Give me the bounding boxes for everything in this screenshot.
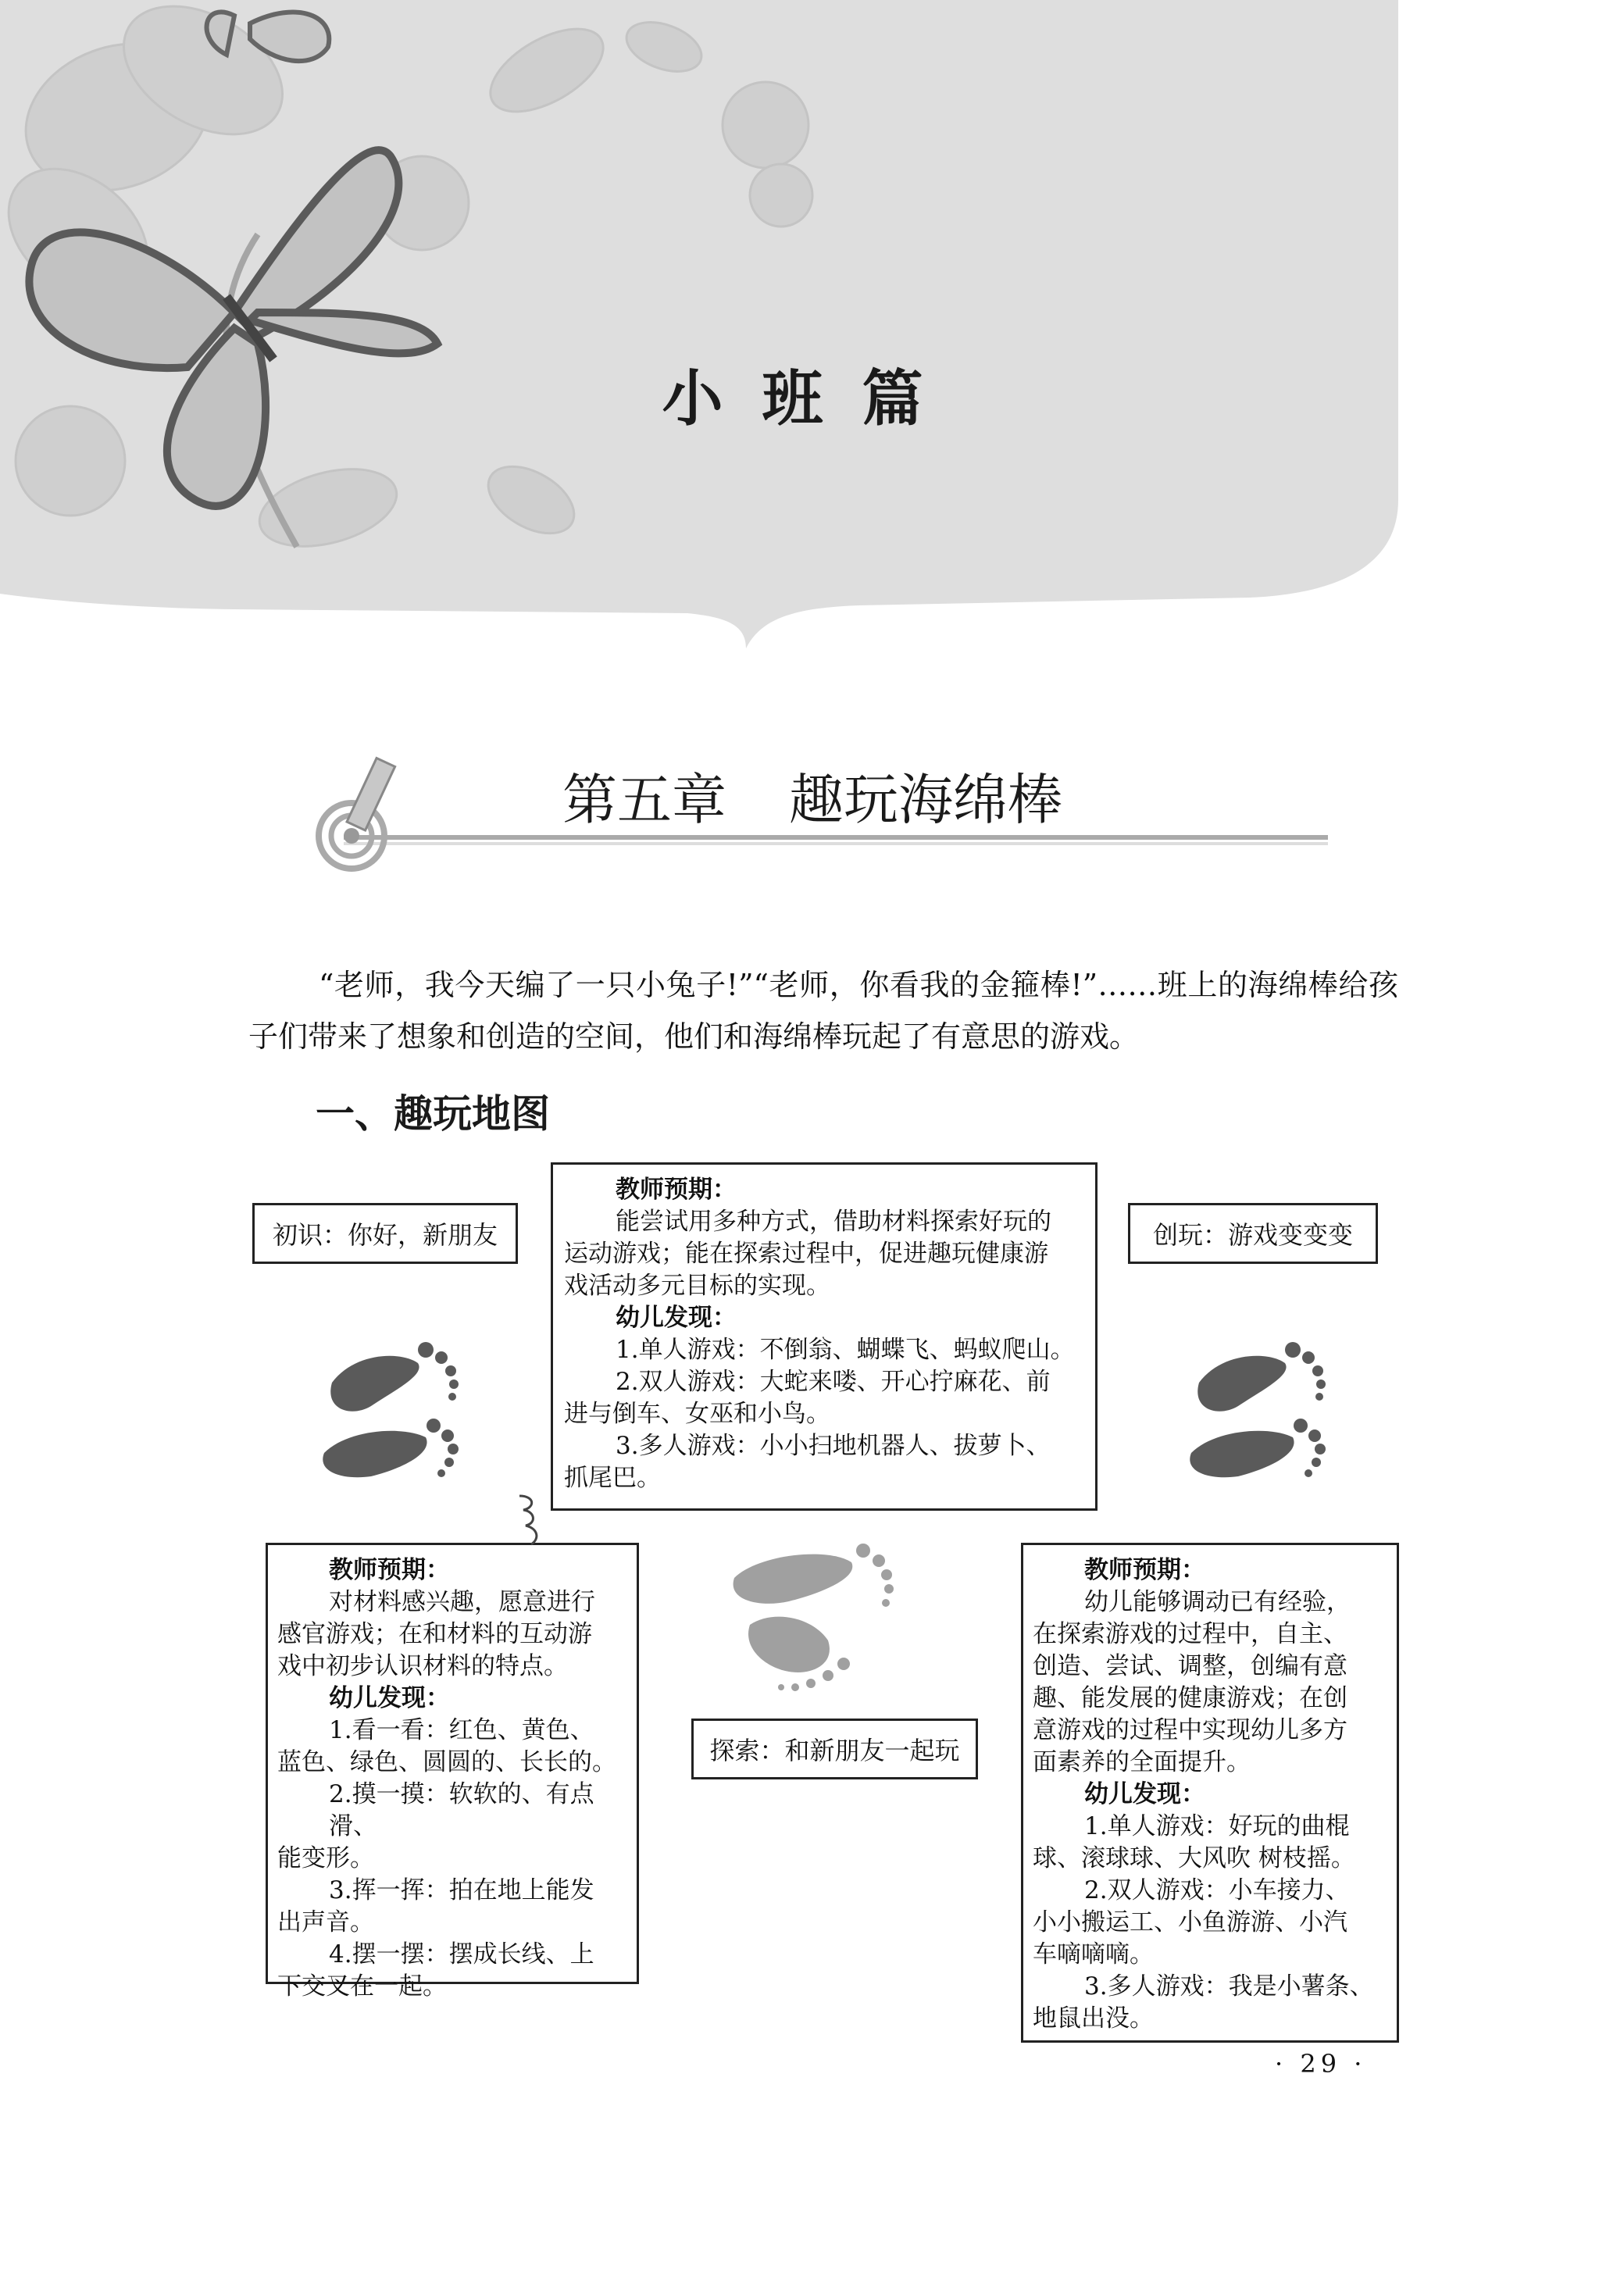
top-info-box [551, 1162, 1098, 1511]
intro-paragraph: “老师，我今天编了一只小兔子!”“老师，你看我的金箍棒!”……班上的海绵棒给孩子们带来了想象和创造的空间，他们和海绵棒玩起了有意思的游戏。 [248, 968, 1398, 1054]
stage-label-explore: 探索：和新朋友一起玩 [691, 1719, 978, 1779]
right-box-text-line: 小小搬运工、小鱼游游、小汽 [1033, 1908, 1347, 1936]
right-box-text-line: 幼儿能够调动已有经验， [1084, 1588, 1351, 1616]
top-box-text-line: 戏活动多元目标的实现。 [564, 1272, 830, 1300]
left-box-text-line: 能变形。 [277, 1844, 374, 1872]
right-box-text-line: 车嘀嘀嘀。 [1033, 1940, 1154, 1968]
left-box-text-line: 蓝色、绿色、圆圆的、长长的。 [277, 1748, 616, 1776]
right-box-text-line: 趣、能发展的健康游戏；在创 [1033, 1684, 1347, 1712]
top-box-text-line: 3.多人游戏：小小扫地机器人、拔萝卜、 [616, 1432, 1051, 1460]
child-discovery-title: 幼儿发现： [616, 1304, 737, 1332]
right-box-text-line: 意游戏的过程中实现幼儿多方 [1033, 1716, 1347, 1744]
teacher-expectation-title: 教师预期： [329, 1556, 450, 1584]
chapter-number: 第五章 [562, 768, 726, 832]
child-discovery-title: 幼儿发现： [1084, 1780, 1205, 1808]
footprints-icon [1176, 1328, 1340, 1484]
left-box-text-line: 2.摸一摸：软软的、有点滑、 [329, 1780, 594, 1840]
right-box-text-line: 3.多人游戏：我是小薯条、 [1084, 1972, 1374, 2001]
left-box-text-line: 出声音。 [277, 1908, 374, 1936]
stage-label-first-meet: 初识：你好，新朋友 [252, 1203, 518, 1264]
left-box-text-line: 感官游戏；在和材料的互动游 [277, 1620, 592, 1648]
right-box-text-line: 地鼠出没。 [1033, 2004, 1154, 2033]
top-box-text-line: 抓尾巴。 [564, 1464, 661, 1492]
right-info-box [1021, 1543, 1399, 2043]
chapter-title: 趣玩海绵棒 [789, 768, 1062, 832]
page-number: · 29 · [1275, 2049, 1367, 2079]
footprints-icon [719, 1531, 914, 1695]
left-box-text-line: 3.挥一挥：拍在地上能发 [329, 1876, 594, 1904]
left-box-text-line: 1.看一看：红色、黄色、 [329, 1716, 594, 1744]
part-title: 小班篇 [662, 364, 962, 434]
right-box-text-line: 2.双人游戏：小车接力、 [1084, 1876, 1350, 1904]
top-box-text-line: 1.单人游戏：不倒翁、蝴蝶飞、蚂蚁爬山。 [616, 1336, 1075, 1364]
right-box-text-line: 面素养的全面提升。 [1033, 1748, 1251, 1776]
chapter-heading [562, 756, 1062, 835]
left-box-text-line: 对材料感兴趣，愿意进行 [329, 1588, 595, 1616]
right-box-text-line: 在探索游戏的过程中，自主、 [1033, 1620, 1347, 1648]
right-box-text-line: 球、滚球球、大风吹 树枝摇。 [1033, 1844, 1355, 1872]
footprints-icon [309, 1328, 473, 1484]
right-box-text-line: 创造、尝试、调整，创编有意 [1033, 1652, 1347, 1680]
teacher-expectation-title: 教师预期： [616, 1176, 737, 1204]
teacher-expectation-title: 教师预期： [1084, 1556, 1205, 1584]
top-box-text-line: 运动游戏；能在探索过程中，促进趣玩健康游 [564, 1240, 1048, 1268]
left-info-box [266, 1543, 639, 2001]
stage-label-creative-play: 创玩：游戏变变变 [1128, 1203, 1378, 1264]
decorative-butterfly-banner [0, 0, 1624, 648]
top-box-text-line: 能尝试用多种方式，借助材料探索好玩的 [616, 1208, 1051, 1236]
section-heading: 一、趣玩地图 [316, 1091, 550, 1137]
top-box-text-line: 2.双人游戏：大蛇来喽、开心拧麻花、前 [616, 1368, 1051, 1396]
squiggle-connector [512, 1488, 574, 1551]
left-box-text-line: 戏中初步认识材料的特点。 [277, 1652, 568, 1680]
left-box-text-line: 4.摆一摆：摆成长线、上 [329, 1940, 594, 1968]
right-box-text-line: 1.单人游戏：好玩的曲棍 [1084, 1812, 1350, 1840]
child-discovery-title: 幼儿发现： [329, 1684, 450, 1712]
top-box-text-line: 进与倒车、女巫和小鸟。 [564, 1400, 830, 1428]
left-box-text-line: 下交叉在一起。 [277, 1972, 447, 2001]
